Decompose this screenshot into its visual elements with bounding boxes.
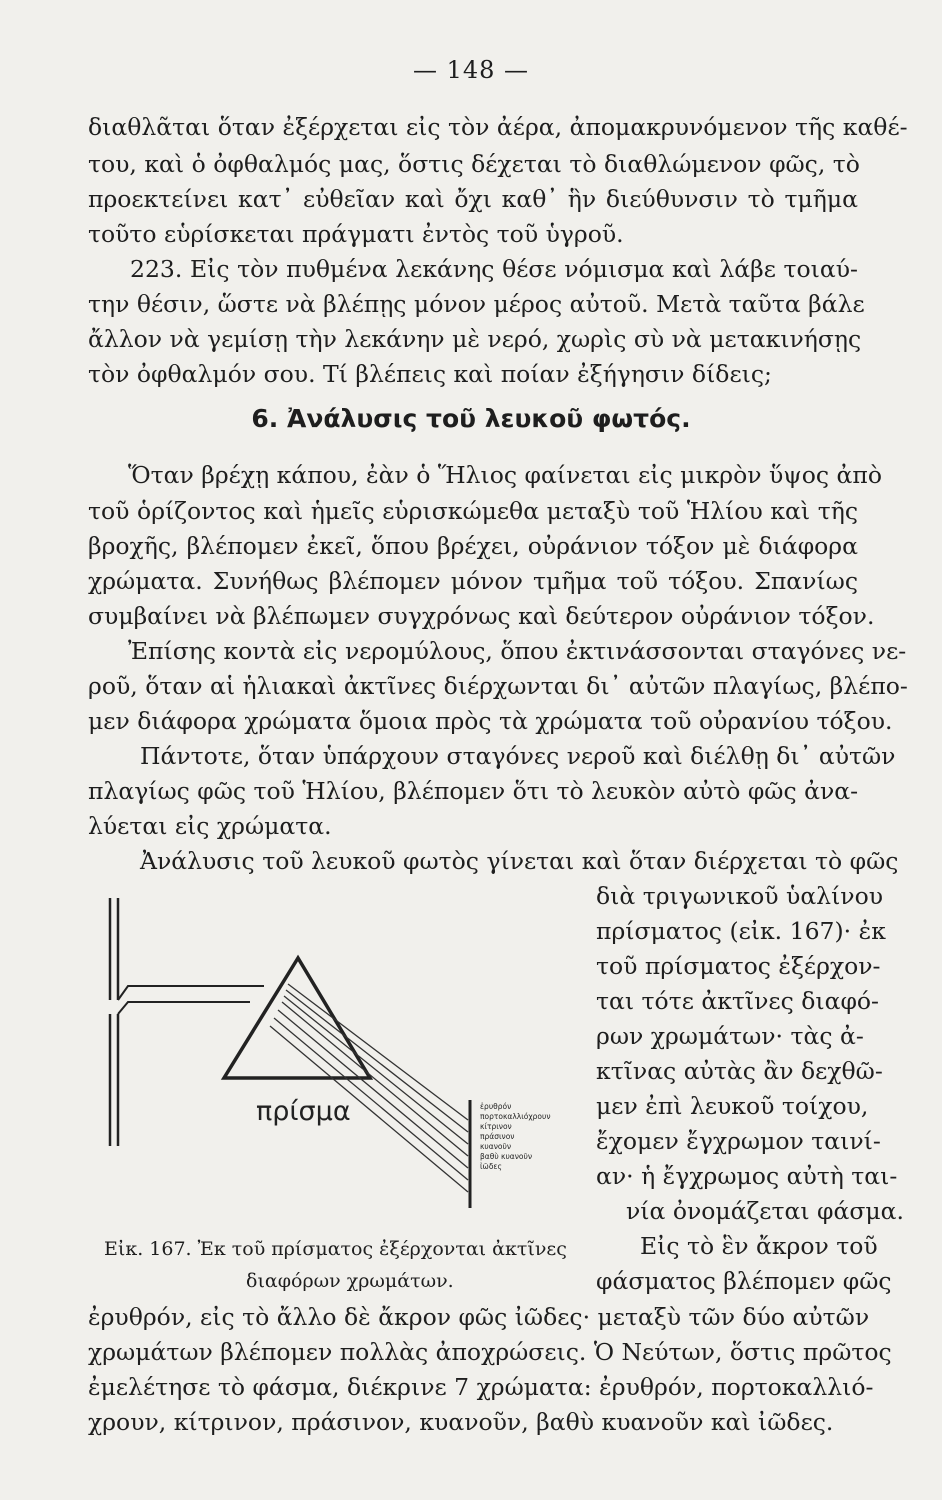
figure-caption: Εἰκ. 167. Ἐκ τοῦ πρίσματος ἐξέρχονται ἀκτῖνες [104, 1238, 567, 1260]
prism-triangle [224, 958, 370, 1078]
text-line: λύεται εἰς χρώματα. [88, 812, 332, 840]
side-text-line: ρων χρωμάτων· τὰς ἀ- [596, 1022, 864, 1050]
text-line: τοῦ ὁρίζοντος καὶ ἡμεῖς εὑρισκώμεθα μεταξὺ τοῦ Ἡλίου καὶ τῆς [88, 497, 858, 525]
spectrum-label: βαθὺ κυανοῦν [480, 1152, 533, 1161]
prism-label: πρίσμα [256, 1096, 351, 1127]
side-text-line: κτῖνας αὐτὰς ἂν δεχθῶ- [596, 1057, 883, 1085]
text-line: ἄλλον νὰ γεμίσῃ τὴν λεκάνην μὲ νερό, χωρὶς σὺ νὰ μετακινήσῃς [88, 325, 862, 353]
section-heading: 6. Ἀνάλυσις τοῦ λευκοῦ φωτός. [251, 404, 691, 433]
text-line: Πάντοτε, ὅταν ὑπάρχουν σταγόνες νεροῦ καὶ διέλθῃ δι᾽ αὐτῶν [140, 742, 896, 770]
text-line: την θέσιν, ὥστε νὰ βλέπῃς μόνον μέρος αὐτοῦ. Μετὰ ταῦτα βάλε [88, 290, 865, 318]
side-text-line: αν· ἡ ἔγχρωμος αὐτὴ ται- [596, 1162, 898, 1190]
light-ray-upper [118, 986, 264, 1000]
side-text-line: νία ὀνομάζεται φάσμα. [626, 1197, 905, 1225]
side-text-line: φάσματος βλέπομεν φῶς [596, 1267, 892, 1295]
side-text-line: διὰ τριγωνικοῦ ὑαλίνου [596, 882, 884, 910]
text-line: ἐμελέτησε τὸ φάσμα, διέκρινε 7 χρώματα: ἐρυθρόν, πορτοκαλλιό- [88, 1373, 874, 1401]
spectrum-label: ἐρυθρόν [480, 1102, 512, 1111]
text-line: Ἐπίσης κοντὰ εἰς νερομύλους, ὅπου ἐκτινάσσονται σταγόνες νε- [128, 637, 907, 665]
prism-figure [100, 888, 590, 1218]
spectrum-label: πορτοκαλλιόχρουν [480, 1112, 551, 1121]
text-line: ἐρυθρόν, εἰς τὸ ἄλλο δὲ ἄκρον φῶς ἰῶδες· μεταξὺ τῶν δύο αὐτῶν [88, 1303, 870, 1331]
spectrum-label: ἰῶδες [480, 1162, 502, 1171]
text-line: συμβαίνει νὰ βλέπωμεν συγχρόνως καὶ δεύτερον οὐράνιον τόξον. [88, 602, 875, 630]
side-text-line: Εἰς τὸ ἓν ἄκρον τοῦ [640, 1232, 878, 1260]
text-line: διαθλᾶται ὅταν ἐξέρχεται εἰς τὸν ἀέρα, ἀπομακρυνόμενον τῆς καθέ- [88, 113, 908, 141]
text-line: τὸν ὀφθαλμόν σου. Τί βλέπεις καὶ ποίαν ἐξήγησιν δίδεις; [88, 360, 772, 388]
text-line: Ὅταν βρέχῃ κάπου, ἐὰν ὁ Ἥλιος φαίνεται εἰς μικρὸν ὕψος ἀπὸ [128, 461, 882, 489]
text-line: Ἀνάλυσις τοῦ λευκοῦ φωτὸς γίνεται καὶ ὅταν διέρχεται τὸ φῶς [140, 847, 899, 875]
text-line: χρουν, κίτρινον, πράσινον, κυανοῦν, βαθὺ κυανοῦν καὶ ἰῶδες. [88, 1408, 834, 1436]
text-line: ροῦ, ὅταν αἱ ἡλιακαὶ ἀκτῖνες διέρχωνται δι᾽ αὐτῶν πλαγίως, βλέπο- [88, 672, 908, 700]
text-line: μεν διάφορα χρώματα ὅμοια πρὸς τὰ χρώματα τοῦ οὐρανίου τόξου. [88, 707, 893, 735]
text-line: χρωμάτων βλέπομεν πολλὰς ἀποχρώσεις. Ὁ Νεύτων, ὅστις πρῶτος [88, 1338, 892, 1366]
text-line: πλαγίως φῶς τοῦ Ἡλίου, βλέπομεν ὅτι τὸ λευκὸν αὐτὸ φῶς ἀνα- [88, 777, 859, 805]
spectrum-label: πράσινον [480, 1132, 515, 1141]
dispersed-rays [270, 984, 468, 1192]
side-text-line: ται τότε ἀκτῖνες διαφό- [596, 987, 879, 1015]
text-line: 223. Εἰς τὸν πυθμένα λεκάνης θέσε νόμισμα καὶ λάβε τοιαύ- [130, 255, 858, 283]
side-text-line: τοῦ πρίσματος ἐξέρχον- [596, 952, 881, 980]
text-line: βροχῆς, βλέπομεν ἐκεῖ, ὅπου βρέχει, οὐράνιον τόξον μὲ διάφορα [88, 532, 858, 560]
page-number: — 148 — [412, 56, 530, 84]
text-line: τοῦτο εὑρίσκεται πράγματι ἐντὸς τοῦ ὑγροῦ. [88, 220, 624, 248]
figure-caption: διαφόρων χρωμάτων. [246, 1270, 454, 1292]
text-line: προεκτείνει κατ᾽ εὐθεῖαν καὶ ὄχι καθ᾽ ἣν διεύθυνσιν τὸ τμῆμα [88, 185, 858, 213]
side-text-line: πρίσματος (εἰκ. 167)· ἐκ [596, 917, 886, 945]
side-text-line: μεν ἐπὶ λευκοῦ τοίχου, [596, 1092, 869, 1120]
spectrum-label: κυανοῦν [480, 1142, 512, 1151]
spectrum-label: κίτρινον [480, 1122, 512, 1131]
light-ray-lower [118, 1002, 250, 1014]
side-text-line: ἔχομεν ἔγχρωμον ταινί- [596, 1127, 881, 1155]
text-line: χρώματα. Συνήθως βλέπομεν μόνον τμῆμα τοῦ τόξου. Σπανίως [88, 567, 858, 595]
text-line: του, καὶ ὁ ὀφθαλμός μας, ὅστις δέχεται τὸ διαθλώμενον φῶς, τὸ [88, 150, 860, 178]
